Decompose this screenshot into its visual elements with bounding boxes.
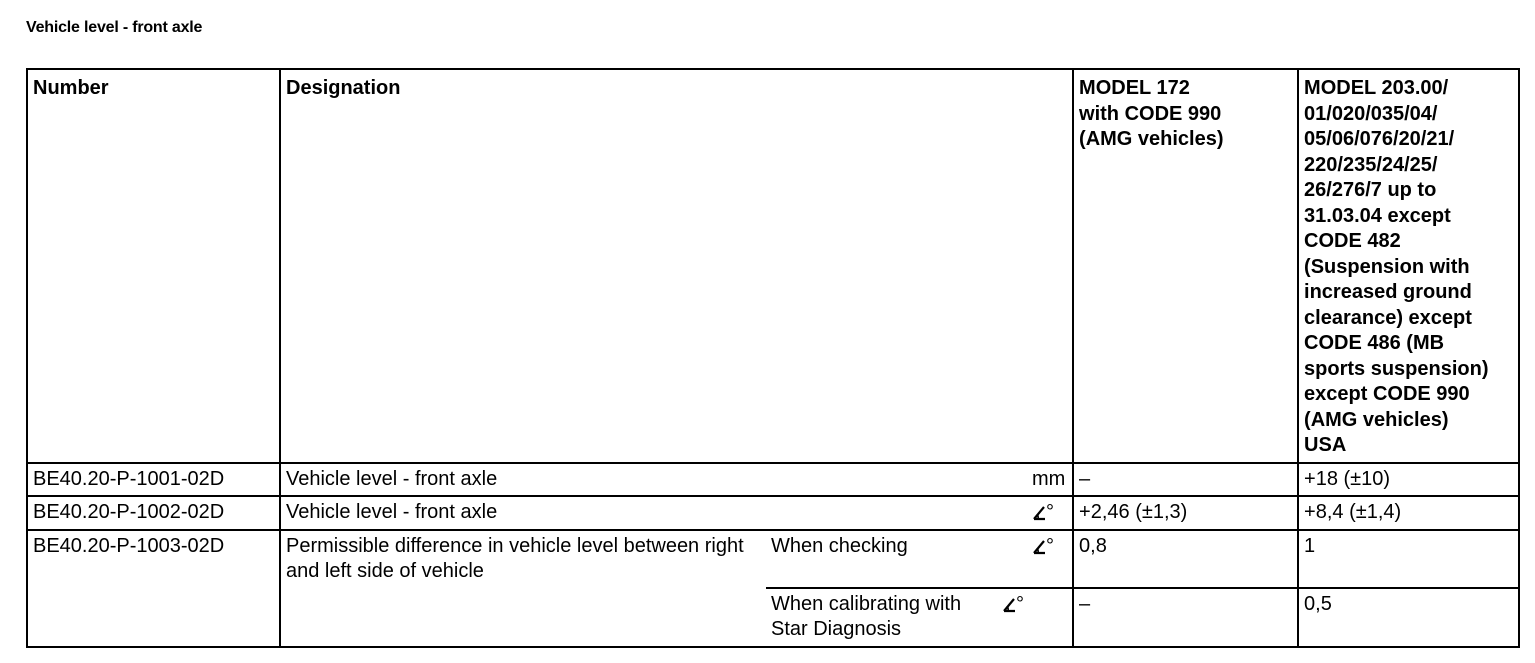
- row-value-model-172: –: [1073, 588, 1298, 647]
- header-model-172: MODEL 172 with CODE 990 (AMG vehicles): [1073, 69, 1298, 463]
- row-condition: When calibrating with Star Diagnosis: [766, 588, 988, 647]
- row-value-model-203: +8,4 (±1,4): [1298, 496, 1519, 530]
- row-unit: °: [988, 496, 1073, 530]
- row-designation: Permissible difference in vehicle level between right and left side of vehicle: [280, 530, 766, 647]
- angle-icon: [1032, 505, 1046, 521]
- angle-icon: [1002, 597, 1016, 613]
- row-value-model-203: +18 (±10): [1298, 463, 1519, 497]
- row-designation: Vehicle level - front axle: [280, 463, 988, 497]
- row-unit: mm: [988, 463, 1073, 497]
- row-unit: °: [988, 588, 1073, 647]
- row-value-model-203: 1: [1298, 530, 1519, 588]
- row-designation: Vehicle level - front axle: [280, 496, 988, 530]
- header-model-203: MODEL 203.00/ 01/020/035/04/ 05/06/076/20/21/ 220/235/24/25/ 26/276/7 up to 31.03.04 except CODE 482 (Suspension with increased ground clearance) except CODE 486 (MB sports suspension) except CODE 990 (AMG vehicles) USA: [1298, 69, 1519, 463]
- table-row: [27, 496, 1519, 530]
- table-row: [27, 530, 1519, 588]
- spec-table: [26, 68, 1520, 648]
- angle-icon: [1032, 539, 1046, 555]
- header-number: Number: [27, 69, 280, 463]
- row-condition: When checking: [766, 530, 988, 588]
- row-value-model-172: +2,46 (±1,3): [1073, 496, 1298, 530]
- row-value-model-172: 0,8: [1073, 530, 1298, 588]
- row-value-model-203: 0,5: [1298, 588, 1519, 647]
- row-number: BE40.20-P-1002-02D: [27, 496, 280, 530]
- row-number: BE40.20-P-1001-02D: [27, 463, 280, 497]
- page-title: Vehicle level - front axle: [26, 19, 203, 36]
- row-number: BE40.20-P-1003-02D: [27, 530, 280, 647]
- header-designation: Designation: [280, 69, 1073, 463]
- row-unit: °: [988, 530, 1073, 588]
- table-row: [27, 463, 1519, 497]
- header-row: [27, 69, 1519, 463]
- row-value-model-172: –: [1073, 463, 1298, 497]
